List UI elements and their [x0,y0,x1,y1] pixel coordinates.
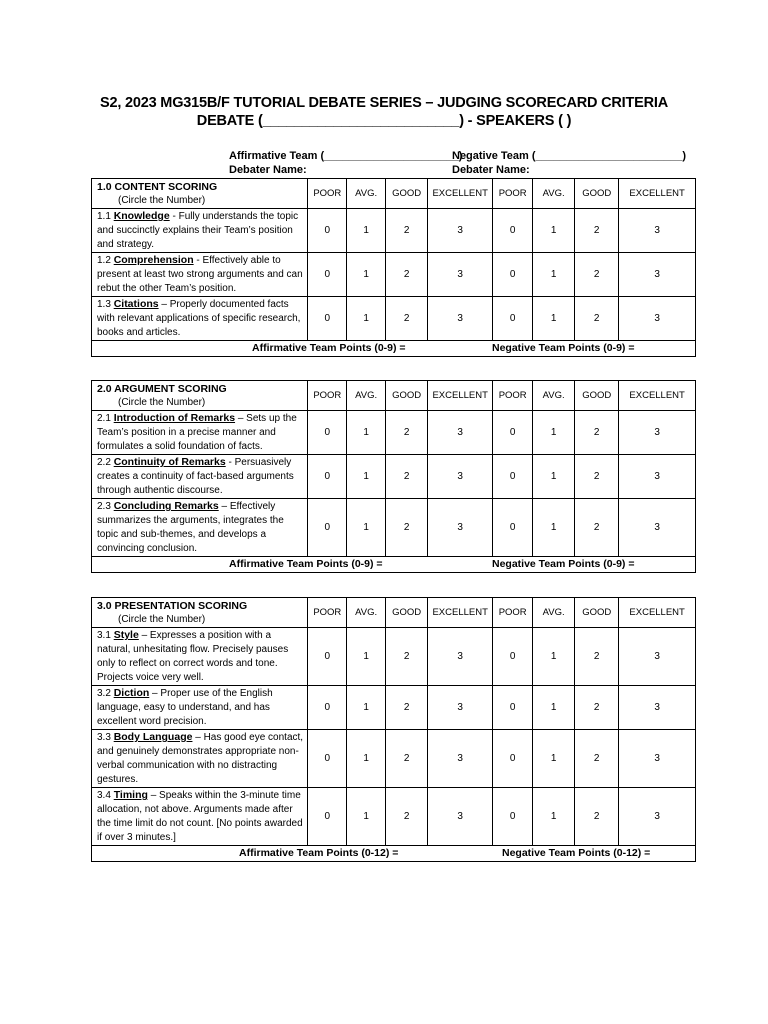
affirmative-score-option[interactable]: 0 [308,209,347,253]
scorecard-table-1-0 [91,178,696,357]
criterion-row [92,209,696,253]
affirmative-score-option[interactable]: 1 [347,686,386,730]
section-title: 2.0 ARGUMENT SCORING [97,383,227,395]
criterion-number: 1.1 [97,211,111,222]
negative-score-option[interactable]: 0 [493,628,533,686]
criterion-title: Body Language [113,731,193,743]
criterion-number: 3.3 [97,732,111,743]
criterion-description [92,209,308,253]
affirmative-score-option[interactable]: 0 [308,686,347,730]
page-title: S2, 2023 MG315B/F TUTORIAL DEBATE SERIES – JUDGING SCORECARD CRITERIA [100,95,668,111]
affirmative-score-option[interactable]: 3 [428,628,493,686]
section-title: 1.0 CONTENT SCORING [97,181,218,193]
affirmative-score-option[interactable]: 3 [428,411,493,455]
negative-points-total: Negative Team Points (0-9) = [492,558,635,570]
negative-score-option[interactable]: 0 [493,411,533,455]
affirmative-score-option[interactable]: 1 [347,455,386,499]
section-subtitle: (Circle the Number) [118,195,206,206]
affirmative-score-option[interactable]: 2 [386,455,428,499]
section-title: 3.0 PRESENTATION SCORING [97,600,248,612]
criterion-text: - Effectively able to present at least two strong arguments and can rebut the other Team’s position. [97,255,303,294]
criterion-row [92,686,696,730]
criterion-text: – Has good eye contact, and genuinely demonstrates appropriate non-verbal communication with no distracting gestures. [97,732,304,785]
rating-header-good: GOOD [575,598,619,628]
negative-score-option[interactable]: 3 [619,209,696,253]
criterion-text: – Expresses a position with a natural, unhesitating flow. Precisely pauses only to reflect on correct words and tone. Projects voice very well. [97,630,289,683]
affirmative-score-option[interactable]: 2 [386,297,428,341]
affirmative-score-option[interactable]: 2 [386,686,428,730]
rating-header-good: GOOD [386,179,428,209]
criterion-text: – Proper use of the English language, easy to understand, and has excellent word precision. [97,688,273,727]
negative-score-option[interactable]: 1 [533,788,575,846]
criterion-title: Citations [113,298,159,310]
debate-title: DEBATE (_________________________) - SPEAKERS ( ) [196,113,572,129]
criterion-title: Concluding Remarks [113,500,219,512]
rating-header-avg: AVG. [533,381,575,411]
affirmative-score-option[interactable]: 0 [308,628,347,686]
negative-score-option[interactable]: 0 [493,499,533,557]
affirmative-points-total: Affirmative Team Points (0-9) = [229,558,383,570]
affirmative-score-option[interactable]: 2 [386,499,428,557]
affirmative-score-option[interactable]: 2 [386,411,428,455]
scorecard-table-2-0 [91,380,696,573]
negative-score-option[interactable]: 2 [575,730,619,788]
rating-header-poor: POOR [493,598,533,628]
criterion-row [92,730,696,788]
negative-score-option[interactable]: 0 [493,253,533,297]
negative-score-option[interactable]: 3 [619,788,696,846]
negative-score-option[interactable]: 0 [493,730,533,788]
negative-score-option[interactable]: 2 [575,788,619,846]
section-subtitle: (Circle the Number) [118,397,206,408]
affirmative-score-option[interactable]: 0 [308,499,347,557]
affirmative-score-option[interactable]: 1 [347,253,386,297]
negative-score-option[interactable]: 2 [575,455,619,499]
criterion-title: Knowledge [113,210,170,222]
negative-score-option[interactable]: 2 [575,499,619,557]
negative-score-option[interactable]: 2 [575,411,619,455]
criterion-row [92,628,696,686]
rating-header-poor: POOR [308,179,347,209]
negative-score-option[interactable]: 1 [533,455,575,499]
affirmative-score-option[interactable]: 0 [308,455,347,499]
affirmative-score-option[interactable]: 0 [308,253,347,297]
affirmative-points-total: Affirmative Team Points (0-12) = [239,847,399,859]
negative-score-option[interactable]: 3 [619,455,696,499]
section-heading [92,179,308,209]
criterion-description [92,628,308,686]
criterion-text: – Speaks within the 3-minute time allocation, not above. Arguments made after the time limit do not count. [No points awarded if over 3 minutes.] [97,790,303,843]
affirmative-score-option[interactable]: 2 [386,628,428,686]
criterion-row [92,499,696,557]
criterion-description [92,253,308,297]
rating-header-poor: POOR [308,598,347,628]
negative-score-option[interactable]: 1 [533,730,575,788]
negative-score-option[interactable]: 1 [533,686,575,730]
affirmative-score-option[interactable]: 0 [308,788,347,846]
rating-header-avg: AVG. [533,179,575,209]
negative-score-option[interactable]: 2 [575,686,619,730]
criterion-row [92,411,696,455]
scorecard-table-3-0 [91,597,696,862]
affirmative-score-option[interactable]: 1 [347,788,386,846]
totals-row [92,341,696,357]
criterion-row [92,455,696,499]
negative-score-option[interactable]: 0 [493,455,533,499]
rating-header-excellent: EXCELLENT [619,179,696,209]
negative-score-option[interactable]: 2 [575,628,619,686]
rating-header-avg: AVG. [347,598,386,628]
affirmative-score-option[interactable]: 1 [347,411,386,455]
affirmative-score-option[interactable]: 3 [428,455,493,499]
negative-score-option[interactable]: 1 [533,297,575,341]
affirmative-score-option[interactable]: 2 [386,253,428,297]
criterion-row [92,788,696,846]
criterion-row [92,253,696,297]
negative-score-option[interactable]: 0 [493,297,533,341]
negative-score-option[interactable]: 2 [575,209,619,253]
negative-score-option[interactable]: 3 [619,628,696,686]
affirmative-score-option[interactable]: 2 [386,209,428,253]
criterion-description [92,730,308,788]
affirmative-score-option[interactable]: 0 [308,730,347,788]
negative-score-option[interactable]: 2 [575,297,619,341]
criterion-text: - Fully understands the topic and succinctly explains their Team’s position and strategy. [97,211,299,250]
negative-score-option[interactable]: 3 [619,411,696,455]
criterion-number: 1.3 [97,299,111,310]
rating-header-good: GOOD [575,381,619,411]
criterion-text: – Sets up the Team’s position in a precise manner and formulates a solid foundation of facts. [97,413,297,452]
criterion-title: Introduction of Remarks [113,412,236,424]
negative-score-option[interactable]: 3 [619,253,696,297]
criterion-text: – Effectively summarizes the arguments, integrates the topic and sub-themes, and develops a convincing conclusion. [97,501,284,554]
section-heading [92,381,308,411]
negative-score-option[interactable]: 3 [619,730,696,788]
rating-header-avg: AVG. [533,598,575,628]
rating-header-poor: POOR [308,381,347,411]
rating-header-excellent: EXCELLENT [619,381,696,411]
negative-score-option[interactable]: 3 [619,297,696,341]
affirmative-score-option[interactable]: 1 [347,730,386,788]
negative-score-option[interactable]: 1 [533,411,575,455]
rating-header-good: GOOD [575,179,619,209]
criterion-title: Continuity of Remarks [113,456,226,468]
affirmative-points-total: Affirmative Team Points (0-9) = [252,342,406,354]
criterion-number: 1.2 [97,255,111,266]
affirmative-score-option[interactable]: 3 [428,209,493,253]
affirmative-score-option[interactable]: 0 [308,297,347,341]
negative-score-option[interactable]: 0 [493,686,533,730]
rating-header-excellent: EXCELLENT [428,179,493,209]
criterion-description [92,686,308,730]
affirmative-score-option[interactable]: 0 [308,411,347,455]
negative-score-option[interactable]: 1 [533,499,575,557]
affirmative-score-option[interactable]: 2 [386,788,428,846]
criterion-description [92,411,308,455]
rating-header-good: GOOD [386,381,428,411]
rating-header-poor: POOR [493,179,533,209]
criterion-title: Timing [113,789,148,801]
affirmative-score-option[interactable]: 2 [386,730,428,788]
affirmative-score-option[interactable]: 3 [428,499,493,557]
section-heading [92,598,308,628]
affirmative-score-option[interactable]: 3 [428,730,493,788]
negative-score-option[interactable]: 0 [493,209,533,253]
rating-header-excellent: EXCELLENT [619,598,696,628]
criterion-description [92,499,308,557]
negative-score-option[interactable]: 3 [619,686,696,730]
section-header-row [92,179,696,209]
criterion-number: 2.2 [97,457,111,468]
rating-header-poor: POOR [493,381,533,411]
section-header-row [92,381,696,411]
criterion-description [92,455,308,499]
affirmative-score-option[interactable]: 3 [428,788,493,846]
criterion-number: 3.4 [97,790,111,801]
criterion-title: Comprehension [113,254,194,266]
debater-name-left: Debater Name: [229,164,307,176]
criterion-title: Diction [113,687,150,699]
criterion-description [92,297,308,341]
debater-name-right: Debater Name: [452,164,530,176]
criterion-title: Style [113,629,139,641]
criterion-number: 2.3 [97,501,111,512]
criterion-text: – Properly documented facts with relevant applications of specific research, books and articles. [97,299,301,338]
rating-header-good: GOOD [386,598,428,628]
totals-cell [92,341,696,357]
totals-row [92,557,696,573]
affirmative-team-label: Affirmative Team (______________________) [229,150,463,162]
negative-team-label: Negative Team (________________________) [452,150,687,162]
negative-score-option[interactable]: 1 [533,628,575,686]
affirmative-score-option[interactable]: 1 [347,209,386,253]
totals-cell [92,846,696,862]
negative-score-option[interactable]: 2 [575,253,619,297]
criterion-row [92,297,696,341]
affirmative-score-option[interactable]: 3 [428,297,493,341]
negative-points-total: Negative Team Points (0-9) = [492,342,635,354]
criterion-number: 3.1 [97,630,111,641]
negative-score-option[interactable]: 3 [619,499,696,557]
rating-header-excellent: EXCELLENT [428,381,493,411]
affirmative-score-option[interactable]: 1 [347,499,386,557]
rating-header-excellent: EXCELLENT [428,598,493,628]
criterion-number: 3.2 [97,688,111,699]
totals-cell [92,557,696,573]
criterion-number: 2.1 [97,413,111,424]
negative-score-option[interactable]: 1 [533,209,575,253]
section-header-row [92,598,696,628]
affirmative-score-option[interactable]: 3 [428,253,493,297]
rating-header-avg: AVG. [347,179,386,209]
criterion-description [92,788,308,846]
negative-points-total: Negative Team Points (0-12) = [502,847,651,859]
negative-score-option[interactable]: 0 [493,788,533,846]
affirmative-score-option[interactable]: 1 [347,628,386,686]
rating-header-avg: AVG. [347,381,386,411]
criterion-text: - Persuasively creates a continuity of fact-based arguments through authentic discourse. [97,457,294,496]
affirmative-score-option[interactable]: 1 [347,297,386,341]
affirmative-score-option[interactable]: 3 [428,686,493,730]
totals-row [92,846,696,862]
section-subtitle: (Circle the Number) [118,614,206,625]
negative-score-option[interactable]: 1 [533,253,575,297]
